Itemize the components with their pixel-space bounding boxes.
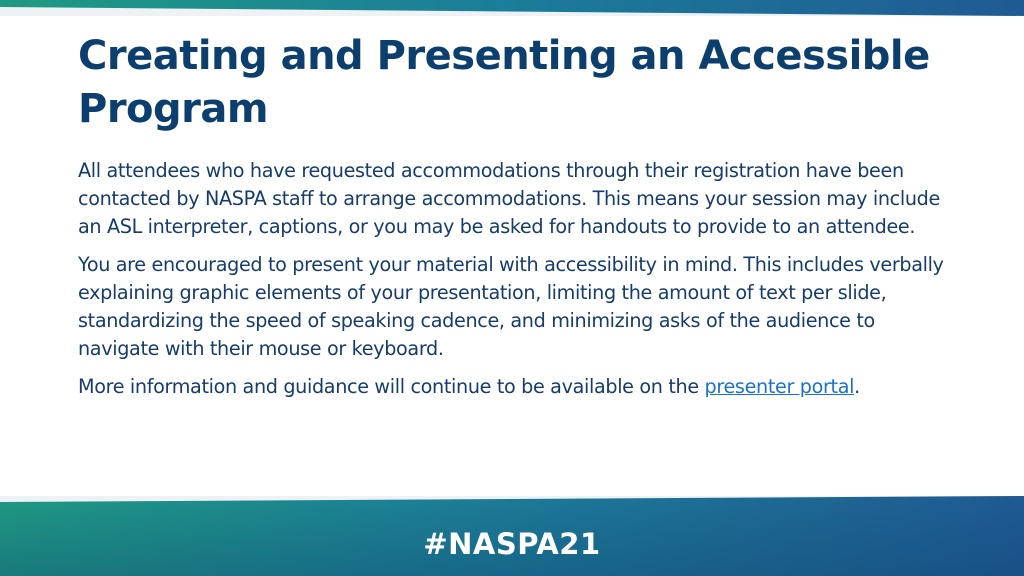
- paragraph-accessibility-guidance: You are encouraged to present your material with accessibility in mind. This includes verbally explaining graphic elements of your presentation, limiting the amount of text per slide, standardizing the speed of speaking cadence, and minimizing asks of the audience to navigate with their mouse or keyboard.: [78, 253, 944, 360]
- top-decorative-band: [0, 0, 1024, 16]
- footer-hashtag: #NASPA21: [423, 527, 601, 561]
- paragraph-accommodations: All attendees who have requested accommodations through their registration have been contacted by NASPA staff to arrange accommodations. This means your session may include an ASL interpreter, captions, or you may be asked for handouts to provide to an attendee.: [78, 159, 940, 238]
- more-information-text: More information and guidance will continue to be available on the: [78, 375, 705, 398]
- slide-title: Creating and Presenting an Accessible Program: [78, 33, 930, 132]
- slide-body: [78, 157, 958, 411]
- presenter-portal-link[interactable]: presenter portal: [704, 375, 855, 398]
- sentence-end-period: .: [854, 375, 860, 398]
- paragraph-more-information: [78, 373, 958, 401]
